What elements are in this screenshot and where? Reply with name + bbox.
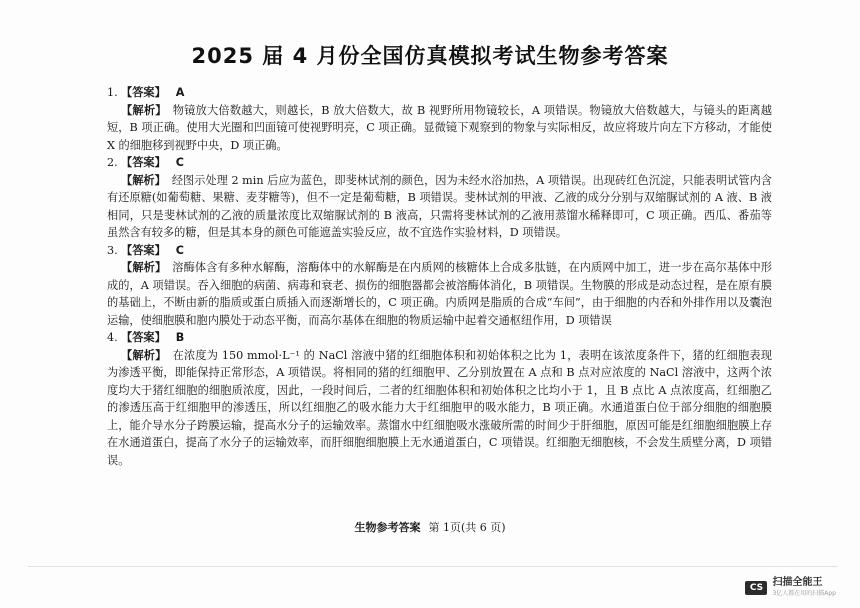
answer-choice: C [175,243,184,257]
question-2 [107,154,772,242]
explanation [107,172,772,242]
explanation-label: 【解析】 [121,103,167,117]
explanation-text: 经图示处理 2 min 后应为蓝色，即斐林试剂的颜色，因为未经水浴加热，A 项错误。出现砖红色沉淀，只能表明试管内含有还原糖(如葡萄糖、果糖、麦芽糖等)，但不一定是葡萄糖，B 项错误。斐林试剂的甲液、乙液的成分分别与双缩脲试剂的 A 液、B 液相同，只是斐林试剂的乙液的质量浓度比双缩脲试剂的 B 液高，只需将斐林试剂的乙液用蒸馏水稀释即可，C 项正确。西瓜、番茄等虽然含有较多的糖，但是其本身的颜色可能遮盖实验反应，故不宜选作实验材料，D 项错误。 [107,173,772,239]
explanation-label: 【解析】 [121,348,167,362]
question-number: 1. [107,86,118,99]
page-footer [0,519,860,535]
explanation-label: 【解析】 [121,261,167,274]
explanation [107,102,772,155]
watermark-app-name: 扫描全能王 [772,577,823,588]
answer-label: 【答案】 [121,243,166,257]
question-number: 3. [107,243,118,257]
answer-line [107,329,772,347]
answer-choice: B [175,331,185,344]
footer-page-number: 第 1页(共 6 页) [428,521,506,534]
question-1 [107,84,772,154]
answer-choice: A [175,86,185,99]
answer-line [107,154,772,172]
answer-label: 【答案】 [121,331,166,344]
footer-subject: 生物参考答案 [354,521,421,534]
answer-line [107,242,772,260]
explanation [107,347,772,470]
question-number: 4. [107,331,118,344]
answer-choice: C [175,156,184,169]
explanation-text: 溶酶体含有多种水解酶，溶酶体中的水解酶是在内质网的核糖体上合成多肽链，在内质网中加工，进一步在高尔基体中形成的，A 项错误。吞入细胞的病菌、病毒和衰老、损伤的细胞器都会被溶酶体消化，B 项错误。生物膜的形成是动态过程，是在原有膜的基础上，不断由新的脂质或蛋白质插入而逐渐增长的，C 项正确。内质网是脂质的合成“车间”，由于细胞的内吞和外排作用以及囊泡运输，使细胞膜和胞内膜处于动态平衡，而高尔基体在细胞的物质运输中起着交通枢纽作用，D 项错误 [107,261,772,327]
question-4 [107,329,772,469]
watermark-text [772,577,836,599]
scanner-watermark [745,577,836,599]
watermark-tagline: 3亿人都在用的扫描App [772,590,836,597]
explanation-text: 在浓度为 150 mmol·L⁻¹ 的 NaCl 溶液中猪的红细胞体积和初始体积之比为 1，表明在该浓度条件下，猪的红细胞表现为渗透平衡，即能保持正常形态，A 项错误。将相同的猪的红细胞甲、乙分别放置在 A 点和 B 点对应浓度的 NaCl 溶液中，这两个浓度均大于猪红细胞的细胞质浓度，因此，一段时间后，二者的红细胞体积和初始体积之比均小于 1，且 B 点比 A 点浓度高，红细胞乙的渗透压高于红细胞甲的渗透压，所以红细胞乙的吸水能力大于红细胞甲的吸水能力，B 项正确。水通道蛋白位于部分细胞的细胞膜上，能介导水分子跨膜运输，提高水分子的运输效率。蒸馏水中红细胞吸水涨破所需的时间少于肝细胞，原因可能是红细胞细胞膜上存在水通道蛋白，提高了水分子的运输效率，而肝细胞细胞膜上无水通道蛋白，C 项错误。红细胞无细胞核，不会发生质壁分离，D 项错误。 [107,348,772,467]
page-title: 2025 届 4 月份全国仿真模拟考试生物参考答案 [191,44,669,68]
explanation-label: 【解析】 [121,173,166,187]
answer-line [107,84,772,102]
camscanner-logo-icon: CS [745,581,767,595]
question-3 [107,242,772,330]
explanation [107,259,772,329]
answer-label: 【答案】 [121,156,166,169]
answer-list [107,84,772,469]
explanation-text: 物镜放大倍数越大，则越长，B 放大倍数大，故 B 视野所用物镜较长，A 项错误。物镜放大倍数越大，与镜头的距离越短，B 项正确。使用大光圈和凹面镜可使视野明亮，C 项正确。显微镜下观察到的物象与实际相反，故应将玻片向左下方移动，才能使 X 的细胞移到视野中央，D 项正确。 [107,103,772,152]
answer-label: 【答案】 [121,86,166,99]
question-number: 2. [107,156,118,169]
scan-edge-divider [28,566,838,567]
